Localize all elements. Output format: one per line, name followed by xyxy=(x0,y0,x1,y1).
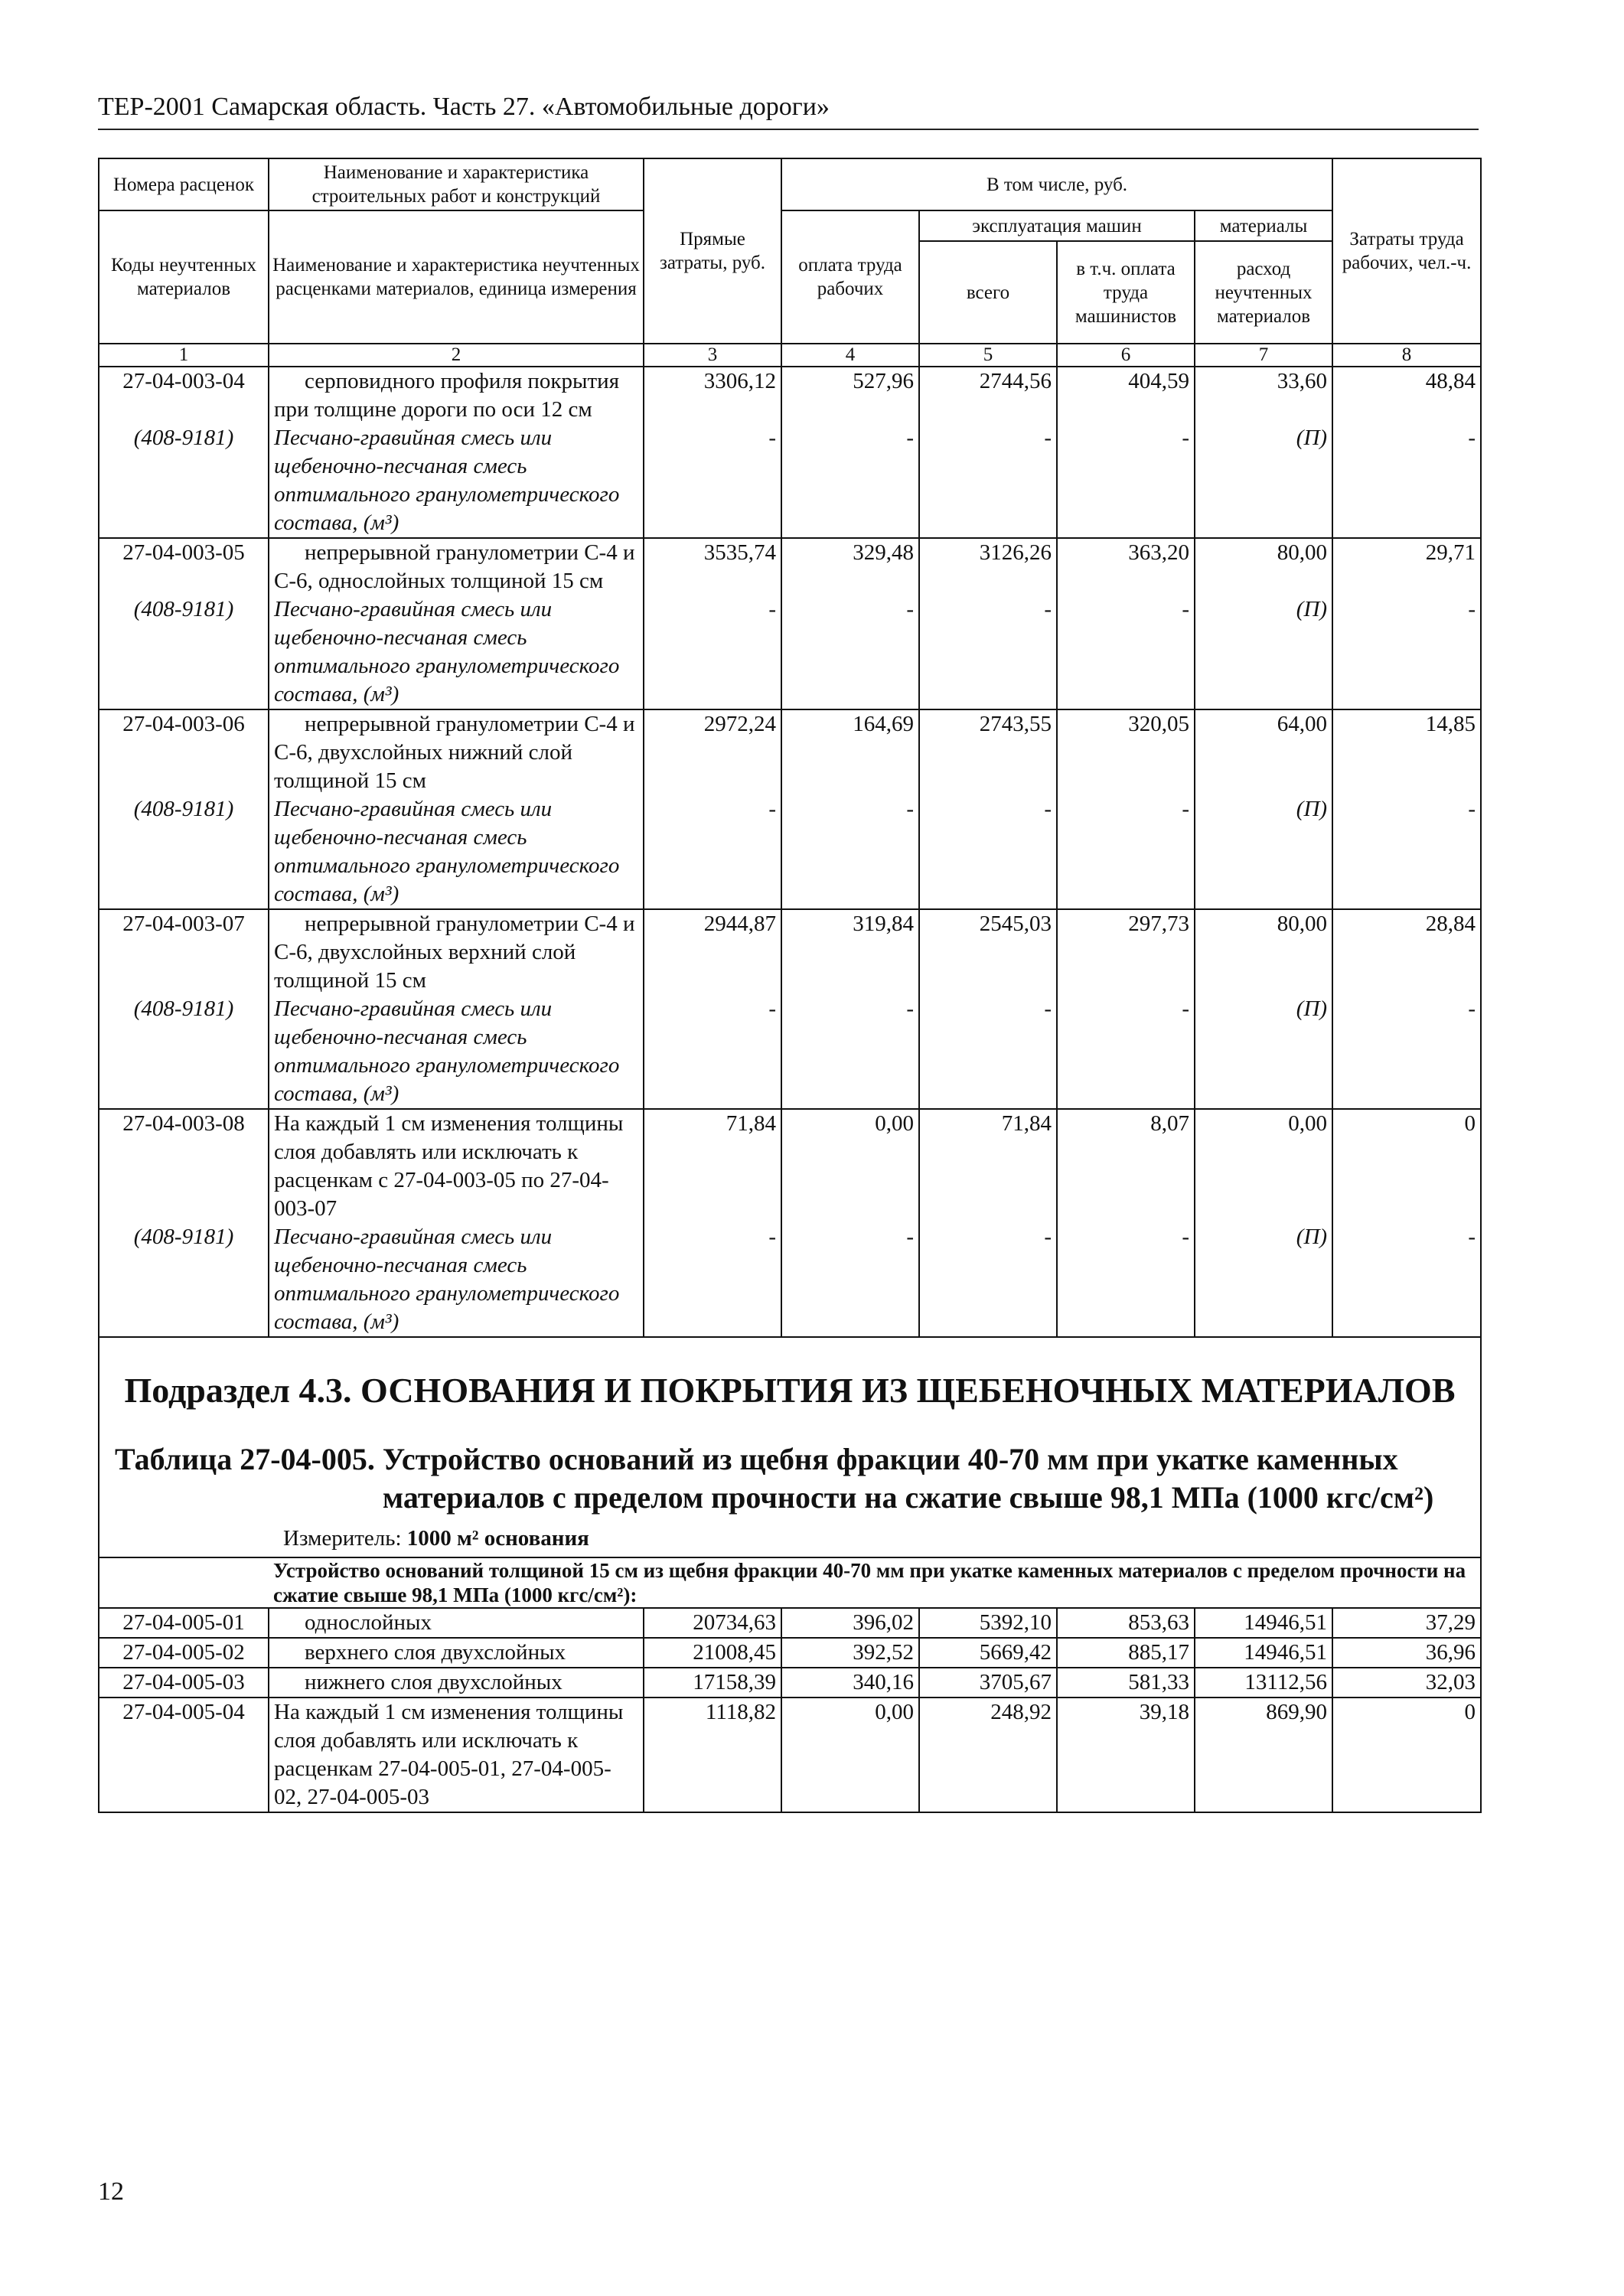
materials-cost-cell xyxy=(1195,709,1332,909)
materials-cost: 13112,56 xyxy=(1195,1668,1332,1698)
header-machines-total: всего xyxy=(919,241,1057,344)
materials-cost: 64,00 xyxy=(1277,712,1328,736)
machinist-pay: 363,20 xyxy=(1128,540,1189,565)
col-index: 7 xyxy=(1195,344,1332,367)
work-name: однослойных xyxy=(305,1610,432,1635)
direct-costs: 2972,24 xyxy=(703,712,776,736)
worker-pay: 0,00 xyxy=(781,1698,919,1812)
col-index: 5 xyxy=(919,344,1057,367)
table-row xyxy=(99,1698,1481,1812)
work-name: На каждый 1 см изменения толщины слоя добавлять или исключать к расценкам с 27-04-003-05 по 27-04-003-07 xyxy=(274,1111,624,1221)
page-number: 12 xyxy=(98,2177,124,2206)
subsection-block xyxy=(99,1337,1481,1608)
machinist-pay-cell xyxy=(1057,538,1195,709)
worker-pay: 319,84 xyxy=(853,912,914,936)
direct-costs: 1118,82 xyxy=(644,1698,781,1812)
material-value: - xyxy=(1468,996,1476,1021)
col-index: 8 xyxy=(1332,344,1481,367)
work-name-cell xyxy=(269,909,644,1109)
header-machines: эксплуатация машин xyxy=(919,210,1195,241)
table-number: Таблица 27-04-005. xyxy=(115,1442,375,1476)
material-code: (408-9181) xyxy=(133,996,234,1021)
col-index: 1 xyxy=(99,344,269,367)
direct-costs: 21008,45 xyxy=(644,1638,781,1668)
material-value: - xyxy=(1468,797,1476,821)
col-index: 6 xyxy=(1057,344,1195,367)
material-code: (408-9181) xyxy=(133,1225,234,1249)
machines-total: 2743,55 xyxy=(979,712,1052,736)
machines-total: 3126,26 xyxy=(979,540,1052,565)
material-value: - xyxy=(1468,597,1476,621)
machines-total-cell xyxy=(919,538,1057,709)
materials-cost: 80,00 xyxy=(1277,912,1328,936)
material-name: Песчано-гравийная смесь или щебеночно-песчаная смесь оптимального гранулометрического состава, (м³) xyxy=(274,797,620,906)
material-name: Песчано-гравийная смесь или щебеночно-песчаная смесь оптимального гранулометрического состава, (м³) xyxy=(274,597,620,706)
machines-total: 2545,03 xyxy=(979,912,1052,936)
rate-code: 27-04-005-03 xyxy=(99,1668,269,1698)
rate-code-cell xyxy=(99,538,269,709)
material-value: - xyxy=(768,1225,776,1249)
direct-costs: 2944,87 xyxy=(703,912,776,936)
machines-total-cell xyxy=(919,1109,1057,1337)
material-value: - xyxy=(906,1225,914,1249)
materials-cost-cell xyxy=(1195,1109,1332,1337)
labor-hours-cell xyxy=(1332,367,1481,538)
worker-pay: 0,00 xyxy=(875,1111,914,1136)
labor-hours: 28,84 xyxy=(1425,912,1476,936)
rate-code-cell xyxy=(99,709,269,909)
rate-code: 27-04-005-02 xyxy=(99,1638,269,1668)
header-machinist-pay: в т.ч. оплата труда машинистов xyxy=(1057,241,1195,344)
labor-hours: 0 xyxy=(1464,1111,1476,1136)
labor-hours: 36,96 xyxy=(1332,1638,1481,1668)
rates-table-wrapper xyxy=(98,158,1480,1813)
labor-hours: 32,03 xyxy=(1332,1668,1481,1698)
material-value: - xyxy=(906,426,914,450)
header-material-name: Наименование и характеристика неучтенных расценками материалов, единица измерения xyxy=(269,210,644,344)
labor-hours-cell xyxy=(1332,1109,1481,1337)
material-value: (П) xyxy=(1296,996,1328,1021)
work-name-cell xyxy=(269,1698,644,1812)
material-name: Песчано-гравийная смесь или щебеночно-песчаная смесь оптимального гранулометрического состава, (м³) xyxy=(274,996,620,1106)
machinist-pay: 581,33 xyxy=(1057,1668,1195,1698)
machines-total: 71,84 xyxy=(1001,1111,1052,1136)
material-value: - xyxy=(1044,1225,1052,1249)
table-title-text: Устройство оснований из щебня фракции 40-70 мм при укатке каменных материалов с пределом прочности на сжатие свыше 98,1 МПа (1000 кгс/см²) xyxy=(382,1442,1434,1515)
direct-costs-cell xyxy=(644,1109,781,1337)
header-materials: материалы xyxy=(1195,210,1332,241)
material-value: - xyxy=(1044,996,1052,1021)
materials-cost: 14946,51 xyxy=(1195,1638,1332,1668)
materials-cost: 80,00 xyxy=(1277,540,1328,565)
work-name-cell xyxy=(269,1638,644,1668)
material-value: (П) xyxy=(1296,426,1328,450)
worker-pay: 396,02 xyxy=(781,1608,919,1638)
labor-hours: 14,85 xyxy=(1425,712,1476,736)
header-unaccounted-materials: расход неучтенных материалов xyxy=(1195,241,1332,344)
material-value: - xyxy=(1182,426,1189,450)
table-title xyxy=(99,1440,1480,1517)
measure-label: Измеритель: xyxy=(283,1526,402,1551)
machinist-pay-cell xyxy=(1057,909,1195,1109)
subsection-title: Подраздел 4.3. ОСНОВАНИЯ И ПОКРЫТИЯ ИЗ ЩЕБЕНОЧНЫХ МАТЕРИАЛОВ xyxy=(124,1371,1456,1410)
col-index: 3 xyxy=(644,344,781,367)
rate-code: 27-04-003-08 xyxy=(122,1111,245,1136)
worker-pay-cell xyxy=(781,538,919,709)
header-material-codes: Коды неучтенных материалов xyxy=(99,210,269,344)
material-value: - xyxy=(906,996,914,1021)
col-index: 4 xyxy=(781,344,919,367)
header-worker-pay: оплата труда рабочих xyxy=(781,210,919,344)
material-value: - xyxy=(1044,597,1052,621)
worker-pay: 527,96 xyxy=(853,369,914,393)
material-value: - xyxy=(1468,1225,1476,1249)
worker-pay: 329,48 xyxy=(853,540,914,565)
material-value: (П) xyxy=(1296,797,1328,821)
material-value: - xyxy=(1182,996,1189,1021)
machinist-pay-cell xyxy=(1057,367,1195,538)
materials-cost: 14946,51 xyxy=(1195,1608,1332,1638)
machinist-pay: 853,63 xyxy=(1057,1608,1195,1638)
material-value: - xyxy=(906,597,914,621)
rate-code: 27-04-003-04 xyxy=(122,369,245,393)
direct-costs: 3306,12 xyxy=(703,369,776,393)
work-name: непрерывной гранулометрии С-4 и С-6, однослойных толщиной 15 см xyxy=(274,540,635,593)
header-labor-hours: Затраты труда рабочих, чел.-ч. xyxy=(1332,158,1481,344)
direct-costs: 17158,39 xyxy=(644,1668,781,1698)
labor-hours-cell xyxy=(1332,909,1481,1109)
work-name: непрерывной гранулометрии С-4 и С-6, двухслойных верхний слой толщиной 15 см xyxy=(274,912,635,993)
material-value: - xyxy=(1182,597,1189,621)
header-work-name: Наименование и характеристика строительных работ и конструкций xyxy=(269,158,644,210)
rates-table xyxy=(98,158,1482,1813)
direct-costs-cell xyxy=(644,709,781,909)
table-row xyxy=(99,367,1481,538)
machines-total: 5392,10 xyxy=(919,1608,1057,1638)
material-name: Песчано-гравийная смесь или щебеночно-песчаная смесь оптимального гранулометрического состава, (м³) xyxy=(274,426,620,535)
materials-cost: 33,60 xyxy=(1277,369,1328,393)
worker-pay-cell xyxy=(781,1109,919,1337)
material-value: (П) xyxy=(1296,1225,1328,1249)
material-value: - xyxy=(768,797,776,821)
work-name-cell xyxy=(269,1109,644,1337)
machines-total-cell xyxy=(919,367,1057,538)
rate-code-cell xyxy=(99,1109,269,1337)
machinist-pay-cell xyxy=(1057,1109,1195,1337)
worker-pay-cell xyxy=(781,909,919,1109)
work-name: серповидного профиля покрытия при толщине дороги по оси 12 см xyxy=(274,369,620,422)
machinist-pay-cell xyxy=(1057,709,1195,909)
material-value: - xyxy=(1044,797,1052,821)
direct-costs: 3535,74 xyxy=(703,540,776,565)
table-row xyxy=(99,1638,1481,1668)
table-row xyxy=(99,1608,1481,1638)
column-index-row xyxy=(99,344,1481,367)
direct-costs-cell xyxy=(644,367,781,538)
direct-costs-cell xyxy=(644,538,781,709)
work-name-cell xyxy=(269,367,644,538)
labor-hours: 48,84 xyxy=(1425,369,1476,393)
measure-value: 1000 м² основания xyxy=(406,1526,589,1551)
work-name-cell xyxy=(269,1668,644,1698)
work-name-cell xyxy=(269,709,644,909)
machines-total: 3705,67 xyxy=(919,1668,1057,1698)
rate-code: 27-04-003-05 xyxy=(122,540,245,565)
rate-code: 27-04-003-07 xyxy=(122,912,245,936)
material-value: - xyxy=(1468,426,1476,450)
material-value: - xyxy=(1182,1225,1189,1249)
machinist-pay: 297,73 xyxy=(1128,912,1189,936)
labor-hours: 37,29 xyxy=(1332,1608,1481,1638)
work-name: верхнего слоя двухслойных xyxy=(305,1640,566,1665)
material-code: (408-9181) xyxy=(133,426,234,450)
table-row xyxy=(99,1109,1481,1337)
header-including: В том числе, руб. xyxy=(781,158,1332,210)
group-title: Устройство оснований толщиной 15 см из щебня фракции 40-70 мм при укатке каменных материалов с пределом прочности на сжатие свыше 98,1 МПа (1000 кгс/см²): xyxy=(269,1557,1481,1608)
material-value: (П) xyxy=(1296,597,1328,621)
labor-hours-cell xyxy=(1332,538,1481,709)
work-name-cell xyxy=(269,538,644,709)
rows-table-003 xyxy=(99,367,1481,1337)
worker-pay: 164,69 xyxy=(853,712,914,736)
machines-total-cell xyxy=(919,709,1057,909)
work-name: непрерывной гранулометрии С-4 и С-6, двухслойных нижний слой толщиной 15 см xyxy=(274,712,635,793)
material-name: Песчано-гравийная смесь или щебеночно-песчаная смесь оптимального гранулометрического состава, (м³) xyxy=(274,1225,620,1334)
rate-code: 27-04-005-01 xyxy=(99,1608,269,1638)
direct-costs: 71,84 xyxy=(726,1111,776,1136)
labor-hours: 29,71 xyxy=(1425,540,1476,565)
worker-pay: 392,52 xyxy=(781,1638,919,1668)
rate-code: 27-04-005-04 xyxy=(99,1698,269,1812)
worker-pay-cell xyxy=(781,367,919,538)
col-index: 2 xyxy=(269,344,644,367)
machines-total: 5669,42 xyxy=(919,1638,1057,1668)
machines-total: 248,92 xyxy=(919,1698,1057,1812)
rate-code: 27-04-003-06 xyxy=(122,712,245,736)
materials-cost: 869,90 xyxy=(1195,1698,1332,1812)
machinist-pay: 39,18 xyxy=(1057,1698,1195,1812)
rows-table-005 xyxy=(99,1608,1481,1812)
material-value: - xyxy=(768,597,776,621)
header-rate-numbers: Номера расценок xyxy=(99,158,269,210)
material-code: (408-9181) xyxy=(133,797,234,821)
material-value: - xyxy=(906,797,914,821)
labor-hours: 0 xyxy=(1332,1698,1481,1812)
worker-pay: 340,16 xyxy=(781,1668,919,1698)
material-code: (408-9181) xyxy=(133,597,234,621)
machinist-pay: 8,07 xyxy=(1150,1111,1189,1136)
rate-code-cell xyxy=(99,909,269,1109)
machinist-pay: 404,59 xyxy=(1128,369,1189,393)
rate-code-cell xyxy=(99,367,269,538)
material-value: - xyxy=(1044,426,1052,450)
materials-cost: 0,00 xyxy=(1288,1111,1328,1136)
table-row xyxy=(99,909,1481,1109)
worker-pay-cell xyxy=(781,709,919,909)
work-name: На каждый 1 см изменения толщины слоя добавлять или исключать к расценкам 27-04-005-01, 27-04-005-02, 27-04-005-03 xyxy=(274,1700,624,1809)
machines-total-cell xyxy=(919,909,1057,1109)
table-row xyxy=(99,1668,1481,1698)
materials-cost-cell xyxy=(1195,367,1332,538)
labor-hours-cell xyxy=(1332,709,1481,909)
machinist-pay: 885,17 xyxy=(1057,1638,1195,1668)
materials-cost-cell xyxy=(1195,909,1332,1109)
direct-costs-cell xyxy=(644,909,781,1109)
material-value: - xyxy=(768,996,776,1021)
work-name: нижнего слоя двухслойных xyxy=(305,1670,563,1694)
material-value: - xyxy=(768,426,776,450)
measure-line xyxy=(99,1517,1480,1557)
materials-cost-cell xyxy=(1195,538,1332,709)
table-row xyxy=(99,538,1481,709)
page-header: ТЕР-2001 Самарская область. Часть 27. «Автомобильные дороги» xyxy=(98,90,1479,130)
header-direct-costs: Прямые затраты, руб. xyxy=(644,158,781,344)
material-value: - xyxy=(1182,797,1189,821)
table-row xyxy=(99,709,1481,909)
direct-costs: 20734,63 xyxy=(644,1608,781,1638)
machines-total: 2744,56 xyxy=(979,369,1052,393)
machinist-pay: 320,05 xyxy=(1128,712,1189,736)
work-name-cell xyxy=(269,1608,644,1638)
